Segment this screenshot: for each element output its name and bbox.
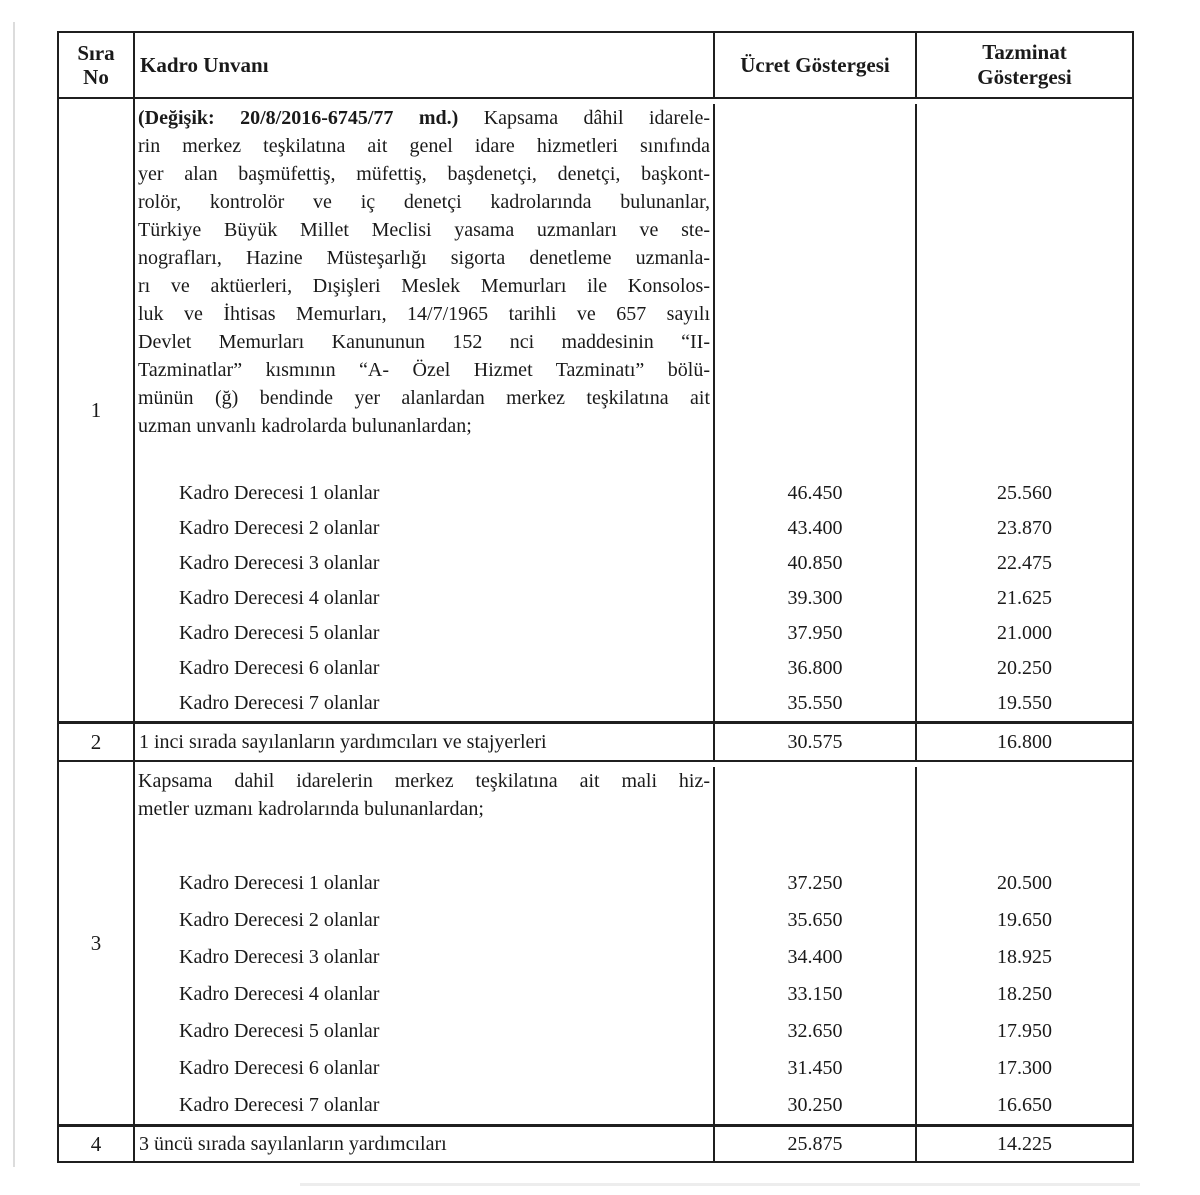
tazminat-value: 21.000 [997, 622, 1052, 644]
ucret-value: 31.450 [715, 1050, 917, 1087]
ucret-value: 35.650 [715, 902, 917, 939]
header-cell-sira-no [59, 33, 135, 97]
sub-row [135, 686, 1132, 721]
paragraph-line: Tazminatlar” kısmının “A- Özel Hizmet Tazminatı” bölü- [135, 356, 715, 384]
row-3-body [135, 762, 1132, 1124]
sub-row-label: Kadro Derecesi 6 olanlar [135, 1050, 715, 1087]
tazminat-value: 25.560 [997, 482, 1052, 504]
table-row-3 [59, 762, 1132, 1127]
sub-row [135, 939, 1132, 976]
header-cell-tazminat-gostergesi [917, 33, 1132, 97]
ucret-value: 25.875 [715, 1127, 917, 1161]
table-row-2 [59, 724, 1132, 762]
spacer [135, 823, 1132, 865]
row-2-number: 2 [59, 724, 135, 760]
sub-row-label: Kadro Derecesi 6 olanlar [135, 651, 715, 686]
tazminat-value: 14.225 [997, 1132, 1052, 1155]
ucret-value: 30.575 [715, 724, 917, 760]
sub-row-label: Kadro Derecesi 7 olanlar [135, 1087, 715, 1124]
paragraph-text: Kapsama dâhil idarele- [458, 107, 711, 129]
sub-row [135, 581, 1132, 616]
ucret-value: 30.250 [715, 1087, 917, 1124]
sub-row [135, 616, 1132, 651]
paragraph-line [135, 104, 715, 132]
sub-row [135, 651, 1132, 686]
header-label-gostergesi: Göstergesi [977, 65, 1072, 89]
header-label-tazminat: Tazminat [982, 40, 1067, 64]
sub-row [135, 976, 1132, 1013]
tazminat-value: 17.950 [997, 1020, 1052, 1042]
row-4-number: 4 [59, 1127, 135, 1161]
sub-row-label: Kadro Derecesi 2 olanlar [135, 902, 715, 939]
tazminat-value: 23.870 [997, 517, 1052, 539]
paragraph-line: münün (ğ) bendinde yer alanlardan merkez teşkilatına ait [135, 384, 715, 412]
tazminat-value: 21.625 [997, 587, 1052, 609]
sub-row [135, 511, 1132, 546]
sub-row-label: Kadro Derecesi 4 olanlar [135, 976, 715, 1013]
sub-row-label: Kadro Derecesi 1 olanlar [135, 476, 715, 511]
ucret-value: 39.300 [715, 581, 917, 616]
row-1-number: 1 [59, 99, 135, 721]
ucret-value: 35.550 [715, 686, 917, 721]
paragraph-line: rin merkez teşkilatına ait genel idare hizmetleri sınıfında [135, 132, 715, 160]
ucret-value: 32.650 [715, 1013, 917, 1050]
ucret-value: 37.250 [715, 865, 917, 902]
header-label-kadro-unvani: Kadro Unvanı [140, 52, 269, 77]
sub-row [135, 865, 1132, 902]
tazminat-value: 17.300 [997, 1057, 1052, 1079]
ucret-value: 37.950 [715, 616, 917, 651]
sub-row-label: Kadro Derecesi 2 olanlar [135, 511, 715, 546]
paragraph-line: nografları, Hazine Müsteşarlığı sigorta denetleme uzmanla- [135, 244, 715, 272]
header-label-sira: Sıra [77, 41, 115, 65]
header-label-no: No [83, 65, 109, 89]
table-row-1 [59, 99, 1132, 724]
ucret-value: 46.450 [715, 476, 917, 511]
paragraph-line: luk ve İhtisas Memurları, 14/7/1965 tarihli ve 657 sayılı [135, 300, 715, 328]
sub-row-label: Kadro Derecesi 4 olanlar [135, 581, 715, 616]
sub-row [135, 1087, 1132, 1124]
paragraph-line: rı ve aktüerleri, Dışişleri Meslek Memurları ile Konsolos- [135, 272, 715, 300]
sub-row-label: Kadro Derecesi 7 olanlar [135, 686, 715, 721]
paragraph-line: rolör, kontrolör ve iç denetçi kadrolarında bulunanlar, [135, 188, 715, 216]
sub-row-label: Kadro Derecesi 3 olanlar [135, 546, 715, 581]
paragraph-line: metler uzmanı kadrolarında bulunanlardan; [135, 795, 715, 823]
sub-row [135, 476, 1132, 511]
scan-artifact-line [13, 22, 15, 1167]
paragraph-line: Türkiye Büyük Millet Meclisi yasama uzmanları ve ste- [135, 216, 715, 244]
sub-row-label: Kadro Derecesi 3 olanlar [135, 939, 715, 976]
row-4-label: 3 üncü sırada sayılanların yardımcıları [135, 1127, 715, 1161]
paragraph-line: uzman unvanlı kadrolarda bulunanlardan; [135, 412, 715, 440]
ucret-value: 40.850 [715, 546, 917, 581]
tazminat-value: 19.650 [997, 909, 1052, 931]
table-row-4 [59, 1127, 1132, 1161]
tazminat-value: 18.250 [997, 983, 1052, 1005]
table-header-row [59, 33, 1132, 99]
paragraph-line: Kapsama dahil idarelerin merkez teşkilatına ait mali hiz- [135, 767, 715, 795]
tazminat-value: 19.550 [997, 692, 1052, 714]
tazminat-value: 20.500 [997, 872, 1052, 894]
sub-row-label: Kadro Derecesi 1 olanlar [135, 865, 715, 902]
row-1-body [135, 99, 1132, 721]
header-cell-kadro-unvani [135, 33, 715, 97]
ucret-value: 33.150 [715, 976, 917, 1013]
spacer [135, 440, 1132, 476]
tazminat-value: 16.800 [997, 730, 1052, 753]
row-3-number: 3 [59, 762, 135, 1124]
header-cell-ucret-gostergesi [715, 33, 917, 97]
row-2-label: 1 inci sırada sayılanların yardımcıları ve stajyerleri [135, 724, 715, 760]
sub-row-label: Kadro Derecesi 5 olanlar [135, 616, 715, 651]
ucret-value: 36.800 [715, 651, 917, 686]
document-table [57, 31, 1134, 1163]
sub-row [135, 902, 1132, 939]
tazminat-value: 16.650 [997, 1094, 1052, 1116]
tazminat-value: 22.475 [997, 552, 1052, 574]
tazminat-value: 20.250 [997, 657, 1052, 679]
paragraph-line: yer alan başmüfettiş, müfettiş, başdenetçi, denetçi, başkont- [135, 160, 715, 188]
sub-row-label: Kadro Derecesi 5 olanlar [135, 1013, 715, 1050]
sub-row [135, 546, 1132, 581]
sub-row [135, 1013, 1132, 1050]
paragraph-line: Devlet Memurları Kanununun 152 nci maddesinin “II- [135, 328, 715, 356]
ucret-value: 43.400 [715, 511, 917, 546]
paragraph-bold-amendment: (Değişik: 20/8/2016-6745/77 md.) [138, 107, 459, 129]
tazminat-value: 18.925 [997, 946, 1052, 968]
scan-artifact-smudge [300, 1183, 1140, 1186]
header-label-ucret-gostergesi: Ücret Göstergesi [740, 52, 890, 77]
sub-row [135, 1050, 1132, 1087]
ucret-value: 34.400 [715, 939, 917, 976]
